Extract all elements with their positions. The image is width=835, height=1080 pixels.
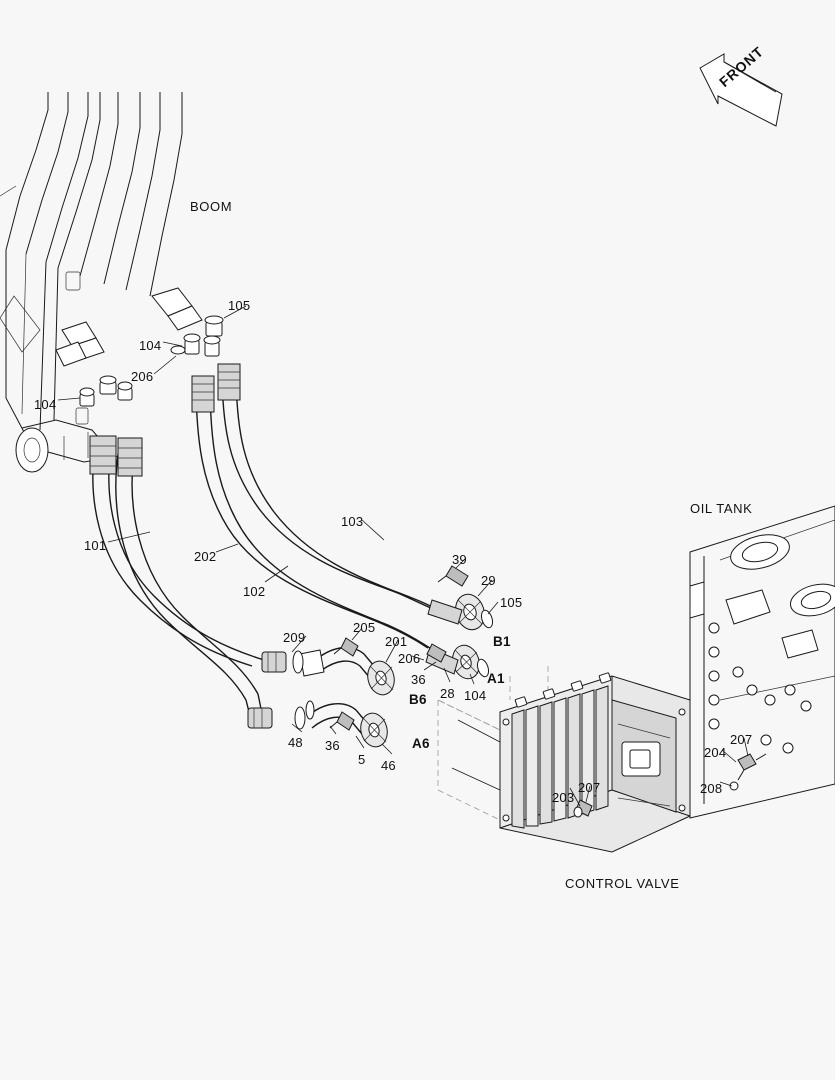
callout-36-lower: 36 bbox=[325, 738, 340, 753]
boom-label: BOOM bbox=[190, 199, 233, 214]
callout-105-b1: 105 bbox=[500, 595, 523, 610]
control-valve-label: CONTROL VALVE bbox=[565, 876, 680, 891]
callout-207-lower: 207 bbox=[578, 780, 601, 795]
callout-206-top: 206 bbox=[131, 369, 154, 384]
callout-5: 5 bbox=[358, 752, 366, 767]
callout-103: 103 bbox=[341, 514, 364, 529]
callout-209: 209 bbox=[283, 630, 306, 645]
boom-structure bbox=[0, 92, 202, 472]
callout-204: 204 bbox=[704, 745, 727, 760]
callout-39: 39 bbox=[452, 552, 467, 567]
oil-tank bbox=[690, 506, 835, 818]
callout-207-right: 207 bbox=[730, 732, 753, 747]
port-label-b6: B6 bbox=[409, 692, 427, 707]
callout-36-upper: 36 bbox=[411, 672, 426, 687]
callout-208: 208 bbox=[700, 781, 723, 796]
callout-104-mid: 104 bbox=[139, 338, 162, 353]
callout-46: 46 bbox=[381, 758, 396, 773]
port-label-b1: B1 bbox=[493, 634, 511, 649]
front-label: FRONT bbox=[716, 43, 767, 91]
callout-104-left: 104 bbox=[34, 397, 57, 412]
callout-29: 29 bbox=[481, 573, 496, 588]
callout-205: 205 bbox=[353, 620, 376, 635]
oil-tank-label: OIL TANK bbox=[690, 501, 753, 516]
callout-101: 101 bbox=[84, 538, 107, 553]
port-label-a6: A6 bbox=[412, 736, 430, 751]
callout-206-mid: 206 bbox=[398, 651, 421, 666]
callout-105-top: 105 bbox=[228, 298, 251, 313]
callout-203: 203 bbox=[552, 790, 575, 805]
callout-48: 48 bbox=[288, 735, 303, 750]
callout-201: 201 bbox=[385, 634, 408, 649]
center-fitting-assemblies bbox=[248, 566, 495, 750]
callout-102: 102 bbox=[243, 584, 266, 599]
callout-202: 202 bbox=[194, 549, 217, 564]
callout-28: 28 bbox=[440, 686, 455, 701]
port-label-a1: A1 bbox=[487, 671, 505, 686]
callout-104-a1: 104 bbox=[464, 688, 487, 703]
